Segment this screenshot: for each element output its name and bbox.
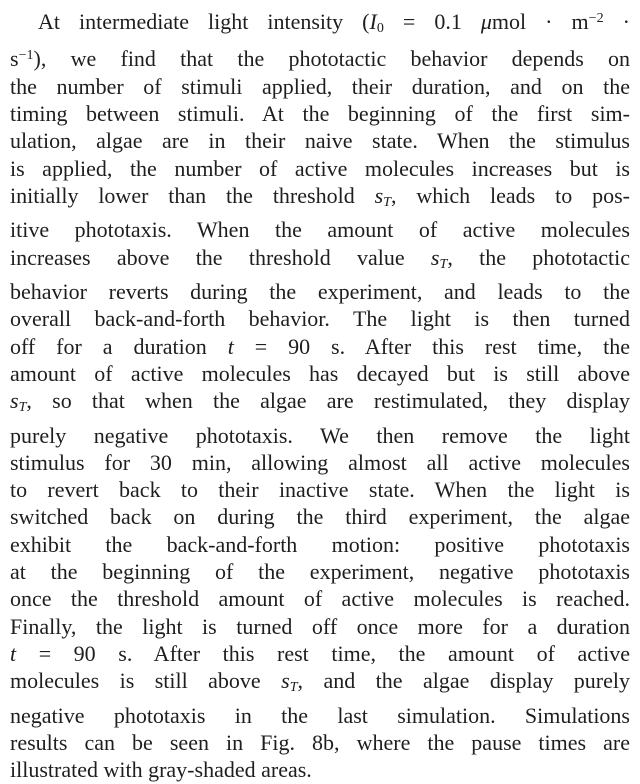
math-sub: 0	[376, 20, 384, 37]
text-line	[10, 100, 630, 127]
text-line	[10, 449, 630, 476]
text-segment: purely negative phototaxis. We then remove the light	[10, 422, 630, 448]
math-italic: s	[430, 244, 440, 270]
text-line	[10, 702, 630, 729]
math-sup: −2	[588, 10, 604, 26]
text-line	[10, 278, 630, 305]
text-segment: exhibit the back-and-forth motion: positive phototaxis	[10, 531, 630, 557]
text-line	[10, 558, 630, 585]
text-segment: the number of stimuli applied, their duration, and on the	[10, 73, 630, 99]
text-line	[10, 476, 630, 503]
text-segment: once the threshold amount of active molecules is reached.	[10, 586, 630, 612]
text-line	[10, 756, 630, 783]
math-italic: s	[281, 668, 290, 694]
text-line	[10, 613, 630, 640]
text-segment: timing between stimuli. At the beginning of the first sim-	[10, 101, 630, 127]
text-segment: itive phototaxis. When the amount of active molecules	[10, 217, 630, 243]
text-segment: , the phototactic	[447, 244, 630, 270]
math-italic: s	[374, 182, 384, 208]
math-isub: T	[383, 194, 391, 211]
text-segment: ·	[603, 9, 630, 35]
text-line	[10, 640, 630, 667]
text-line	[10, 531, 630, 558]
math-italic: I	[369, 9, 377, 35]
text-line	[10, 42, 630, 72]
text-segment: mol · m	[491, 9, 589, 35]
text-line	[10, 422, 630, 449]
math-isub: T	[439, 255, 448, 272]
text-segment: negative phototaxis in the last simulation. Simulations	[10, 702, 630, 728]
text-line	[10, 585, 630, 612]
math-sup: −1	[18, 47, 34, 64]
text-line	[10, 305, 630, 332]
math-isub: T	[18, 399, 27, 416]
text-segment: illustrated with gray-shaded areas.	[10, 757, 312, 783]
text-line	[10, 729, 630, 756]
text-line	[10, 216, 630, 243]
text-line	[10, 5, 630, 42]
text-segment: increases above the threshold value	[10, 244, 431, 270]
text-line	[10, 360, 630, 387]
text-line	[10, 333, 630, 360]
math-italic: t	[227, 333, 234, 359]
text-line	[10, 182, 630, 216]
text-line	[10, 503, 630, 530]
text-segment: molecules is still above	[10, 668, 282, 694]
text-segment: results can be seen in Fig. 8b, where the pause times are	[10, 729, 630, 755]
text-segment: , which leads to pos-	[391, 182, 631, 208]
text-line	[10, 667, 630, 701]
text-line	[10, 387, 630, 421]
math-isub: T	[289, 679, 298, 696]
text-line	[10, 155, 630, 182]
text-segment: stimulus for 30 min, allowing almost all active molecules	[10, 449, 630, 475]
math-italic: s	[10, 388, 19, 414]
text-segment: off for a duration	[10, 333, 228, 359]
text-segment: amount of active molecules has decayed but is still above	[10, 360, 630, 386]
text-segment: , and the algae display purely	[297, 668, 631, 694]
text-segment: to revert back to their inactive state. When the light is	[10, 477, 630, 503]
text-segment: at the beginning of the experiment, negative phototaxis	[10, 559, 630, 585]
math-italic: μ	[480, 9, 492, 35]
body-paragraph	[10, 5, 630, 784]
text-segment: s	[10, 46, 19, 72]
text-line	[10, 73, 630, 100]
text-segment: At intermediate light intensity (	[38, 9, 370, 35]
text-line	[10, 244, 630, 278]
text-segment: ulation, algae are in their naive state. When the stimulus	[10, 128, 630, 154]
text-segment: = 90 s. After this rest time, the amount of active	[16, 640, 630, 666]
text-segment: Finally, the light is turned off once more for a duration	[10, 613, 630, 639]
text-segment: , so that when the algae are restimulated, they display	[26, 388, 630, 414]
text-segment: initially lower than the threshold	[10, 182, 375, 208]
text-segment: ), we find that the phototactic behavior depends on	[33, 46, 630, 72]
text-segment: is applied, the number of active molecules increases but is	[10, 155, 630, 181]
math-italic: t	[10, 640, 17, 666]
text-segment: overall back-and-forth behavior. The light is then turned	[10, 306, 630, 332]
text-segment: = 0.1	[383, 9, 481, 35]
text-line	[10, 127, 630, 154]
text-segment: = 90 s. After this rest time, the	[233, 333, 630, 359]
text-segment: switched back on during the third experiment, the algae	[10, 504, 630, 530]
text-segment: behavior reverts during the experiment, and leads to the	[10, 279, 630, 305]
